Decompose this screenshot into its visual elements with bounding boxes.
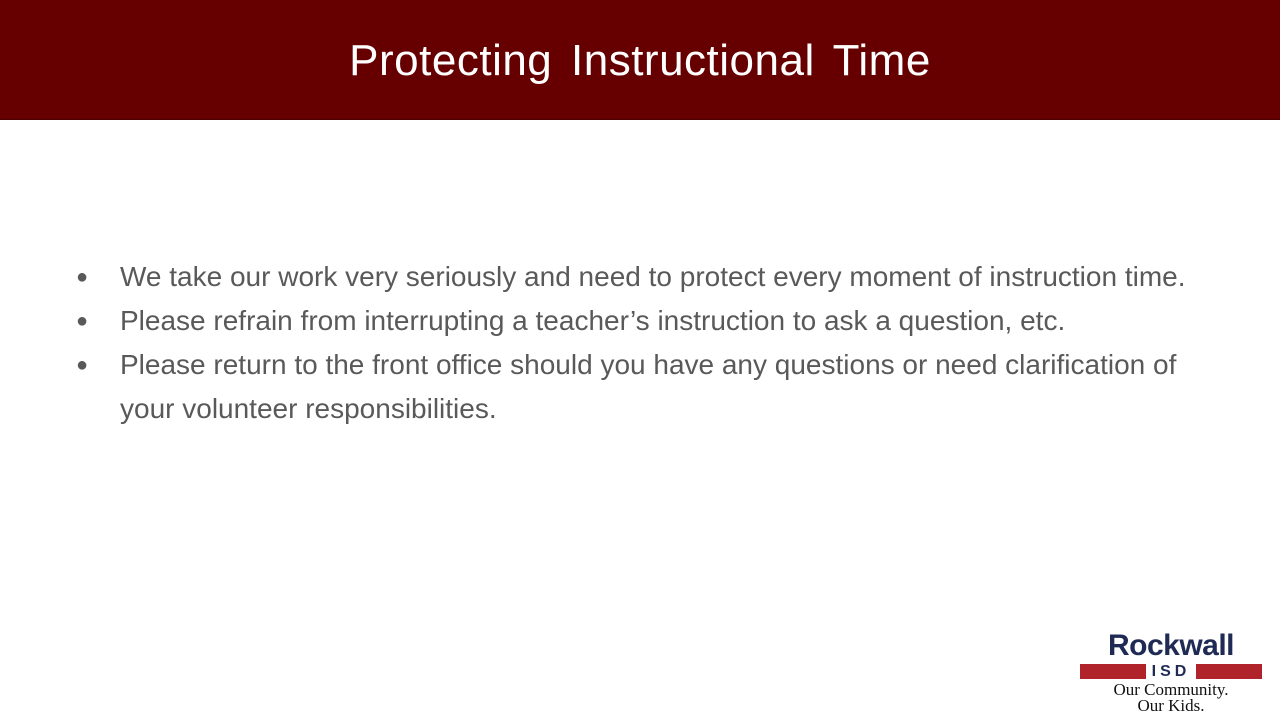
bullet-text: We take our work very seriously and need to protect every moment of instruction time. xyxy=(120,261,1186,292)
logo-red-stripe-left xyxy=(1080,664,1146,679)
bullet-dot-icon: ● xyxy=(76,266,89,288)
logo-isd-band xyxy=(1080,664,1262,679)
logo-tagline-line1: Our Community. xyxy=(1113,680,1229,699)
logo-red-stripe-right xyxy=(1196,664,1262,679)
bullet-dot-icon: ● xyxy=(76,310,89,332)
bullet-text: Please return to the front office should you have any questions or need clarification of your volunteer responsibilities. xyxy=(120,349,1177,424)
bullet-item xyxy=(70,299,1230,343)
bullet-list xyxy=(70,255,1230,431)
bullet-text: Please refrain from interrupting a teacher’s instruction to ask a question, etc. xyxy=(120,305,1066,336)
logo-tagline-line2: Our Kids. xyxy=(1137,696,1205,715)
title-bar xyxy=(0,0,1280,120)
logo-wordmark: Rockwall xyxy=(1107,629,1235,662)
slide-title: Protecting Instructional Time xyxy=(349,35,931,85)
bullet-item xyxy=(70,255,1230,299)
logo-isd-text: ISD xyxy=(1151,663,1191,680)
bullet-item xyxy=(70,343,1230,431)
rockwall-isd-logo xyxy=(1078,630,1264,716)
bullet-dot-icon: ● xyxy=(76,354,89,376)
